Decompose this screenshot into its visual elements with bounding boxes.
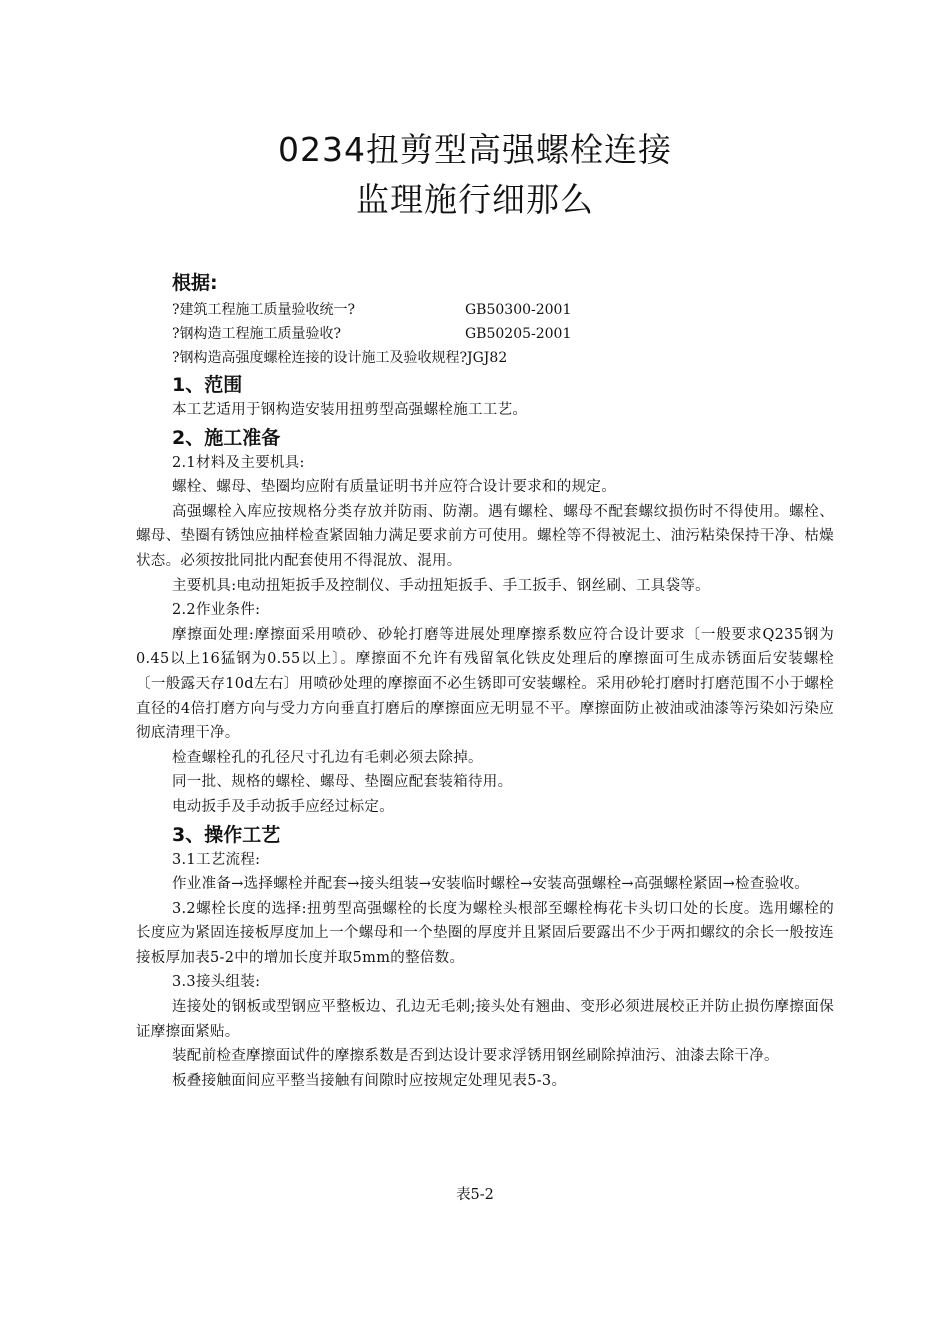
reference-code: GB50205-2001 [465, 326, 572, 342]
paragraph: 3.2螺栓长度的选择:扭剪型高强螺栓的长度为螺栓头根部至螺栓梅花卡头切口处的长度。选用螺栓的长度应为紧固连接板厚度加上一个螺母和一个垫圈的厚度并且紧固后要露出不少于两扣螺纹的余长一般按连接板厚加表5-2中的增加长度并取5mm的整倍数。 [136, 900, 834, 966]
paragraph: 电动扳手及手动扳手应经过标定。 [172, 798, 394, 815]
document-title-line1: 0234扭剪型高强螺栓连接 [278, 130, 672, 169]
paragraph: 作业准备→选择螺栓并配套→接头组装→安装临时螺栓→安装高强螺栓→高强螺栓紧固→检查验收。 [172, 876, 810, 893]
reference-item [136, 298, 834, 322]
section-heading-preparation: 2、施工准备 [172, 426, 281, 449]
subsection-heading: 3.3接头组装: [172, 974, 261, 991]
document-title-line2: 监理施行细那么 [356, 180, 594, 219]
document-body [136, 270, 834, 1093]
reference-item [136, 322, 834, 346]
reference-name: ?建筑工程施工质量验收统一? [172, 302, 356, 318]
paragraph: 高强螺栓入库应按规格分类存放并防雨、防潮。遇有螺栓、螺母不配套螺纹损伤时不得使用。螺栓、螺母、垫圈有锈蚀应抽样检查紧固轴力满足要求前方可使用。螺栓等不得被泥土、油污粘染保持干净、枯燥状态。必须按批同批内配套使用不得混放、混用。 [136, 503, 834, 569]
reference-name: ?钢构造高强度螺栓连接的设计施工及验收规程?JGJ82 [172, 350, 508, 366]
paragraph: 连接处的钢板或型钢应平整板边、孔边无毛刺;接头处有翘曲、变形必须进展校正并防止损伤摩擦面保证摩擦面紧贴。 [136, 999, 834, 1040]
paragraph: 本工艺适用于钢构造安装用扭剪型高强螺栓施工工艺。 [172, 402, 528, 418]
paragraph: 同一批、规格的螺栓、螺母、垫圈应配套装箱待用。 [172, 774, 513, 791]
section-heading-scope: 1、范围 [172, 374, 243, 396]
reference-name: ?钢构造工程施工质量验收? [172, 326, 342, 342]
subsection-heading: 3.1工艺流程: [172, 851, 261, 868]
section-heading-operation: 3、操作工艺 [172, 823, 281, 846]
reference-item [136, 346, 834, 370]
paragraph: 主要机具:电动扭矩扳手及控制仪、手动扭矩扳手、手工扳手、钢丝刷、工具袋等。 [172, 577, 710, 594]
table-caption: 表5-2 [456, 1187, 494, 1203]
paragraph: 摩擦面处理:摩擦面采用喷砂、砂轮打磨等进展处理摩擦系数应符合设计要求〔一般要求Q235钢为0.45以上16猛钢为0.55以上〕。摩擦面不允许有残留氧化铁皮处理后的摩擦面可生成赤锈面后安装螺栓〔一般露天存10d左右〕用喷砂处理的摩擦面不必生锈即可安装螺栓。采用砂轮打磨时打磨范围不小于螺栓直径的4倍打磨方向与受力方向垂直打磨后的摩擦面应无明显不平。摩擦面防止被油或油漆等污染如污染应彻底清理干净。 [136, 626, 834, 742]
subsection-heading: 2.2作业条件: [172, 602, 261, 619]
paragraph: 检查螺栓孔的孔径尺寸孔边有毛刺必须去除掉。 [172, 749, 483, 766]
paragraph: 螺栓、螺母、垫圈均应附有质量证明书并应符合设计要求和的规定。 [172, 479, 616, 496]
subsection-heading: 2.1材料及主要机具: [172, 454, 305, 471]
paragraph: 装配前检查摩擦面试件的摩擦系数是否到达设计要求浮锈用钢丝刷除掉油污、油漆去除干净。 [172, 1048, 779, 1065]
basis-heading: 根据: [172, 272, 218, 294]
reference-code: GB50300-2001 [465, 302, 572, 318]
paragraph: 板叠接触面间应平整当接触有间隙时应按规定处理见表5-3。 [172, 1072, 567, 1089]
